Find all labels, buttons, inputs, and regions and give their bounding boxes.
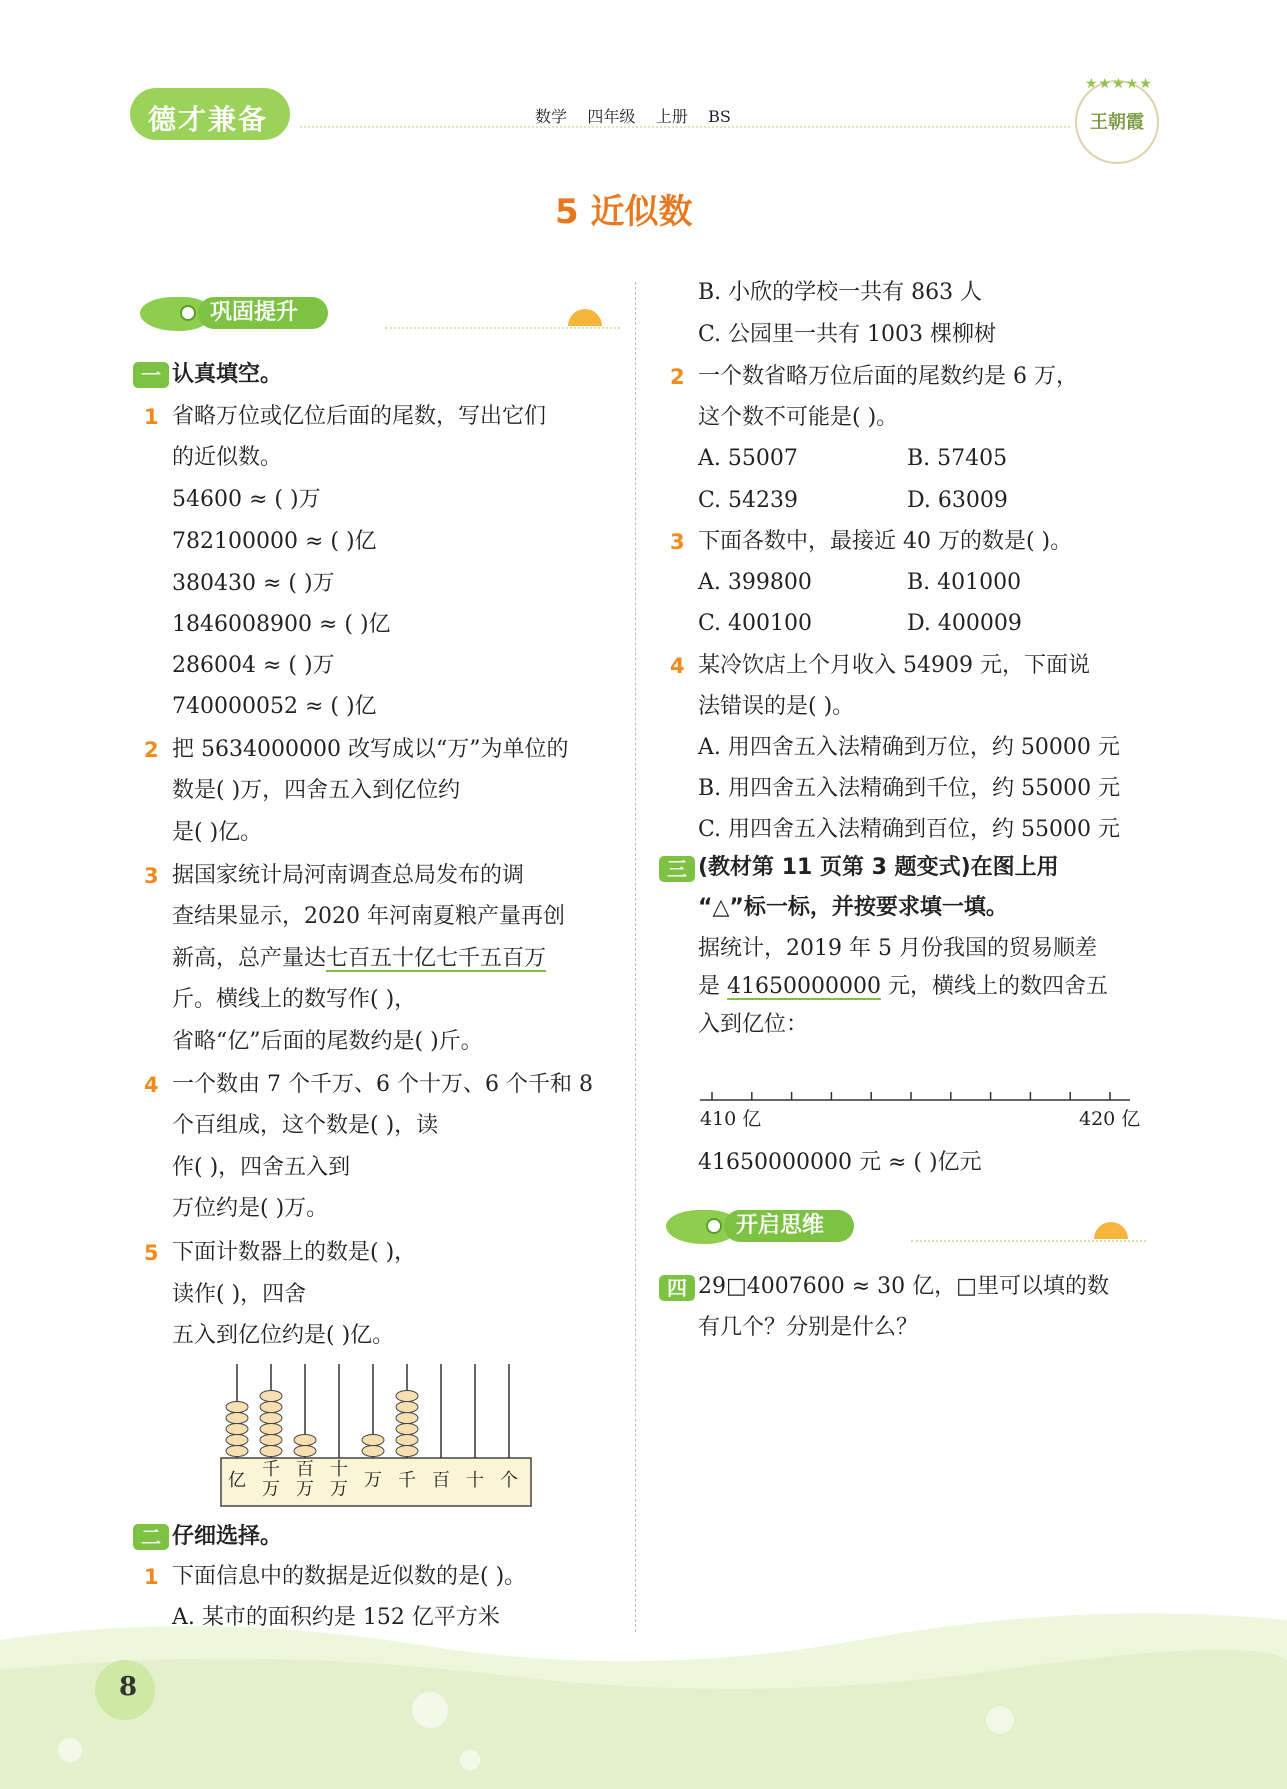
- volume-label: 上册: [655, 107, 688, 126]
- s2-q4-option: C. 用四舍五入法精确到百位，约 55000 元: [698, 817, 1121, 842]
- q1-item: 54600 ≈ ( )万: [172, 487, 321, 512]
- section4-line: 有几个？分别是什么？: [698, 1315, 919, 1340]
- s2-q3-number: 3: [670, 530, 685, 554]
- q4-line: 万位约是( )万。: [172, 1196, 329, 1221]
- abacus-place-label: 千: [398, 1470, 416, 1491]
- s2-q3-option: B. 401000: [907, 570, 1022, 595]
- abacus-bead: [226, 1402, 248, 1413]
- q4-line: 个百组成，这个数是( )，读: [172, 1113, 439, 1138]
- abacus-bead: [396, 1402, 418, 1413]
- page-number: 8: [119, 1672, 138, 1702]
- s2-q1-option: C. 公园里一共有 1003 棵柳树: [698, 322, 997, 347]
- q3-line: 据国家统计局河南调查总局发布的调: [172, 863, 525, 888]
- header-meta: [535, 104, 731, 127]
- star-icon: ★★★★★: [1085, 76, 1153, 92]
- abacus-bead: [226, 1424, 248, 1435]
- q1-item: 286004 ≈ ( )万: [172, 653, 335, 678]
- q1-line: 省略万位或亿位后面的尾数，写出它们: [172, 404, 547, 429]
- s2-q2-line: 一个数省略万位后面的尾数约是 6 万，: [698, 364, 1078, 389]
- s2-q3-option: A. 399800: [698, 570, 812, 595]
- eye-icon: [706, 1218, 722, 1234]
- q1-number: 1: [144, 405, 159, 429]
- subject-label: 数学: [535, 107, 568, 126]
- abacus-place-label: 百: [432, 1470, 450, 1491]
- section3-underlined-number: 41650000000: [727, 974, 881, 999]
- section3-body: 据统计，2019 年 5 月份我国的贸易顺差: [698, 936, 1097, 961]
- section1-badge: 一: [133, 362, 169, 388]
- abacus-bead: [260, 1446, 282, 1457]
- abacus-bead: [362, 1435, 384, 1446]
- abacus-place-label: 千万: [262, 1459, 280, 1500]
- abacus-bead: [260, 1391, 282, 1402]
- q4-number: 4: [144, 1073, 159, 1097]
- q5-line: 下面计数器上的数是( )，: [172, 1240, 417, 1265]
- q3-line: 斤。横线上的数写作( )，: [172, 987, 417, 1012]
- abacus-bead: [294, 1446, 316, 1457]
- s2-q2-option: C. 54239: [698, 488, 799, 513]
- section2-badge: 二: [133, 1524, 169, 1550]
- s2-q3-option: D. 400009: [907, 611, 1022, 636]
- q3-line: 查结果显示，2020 年河南夏粮产量再创: [172, 904, 565, 929]
- q5-number: 5: [144, 1241, 159, 1265]
- abacus-bead: [396, 1391, 418, 1402]
- abacus-bead: [260, 1402, 282, 1413]
- banner-consolidate: [140, 295, 620, 333]
- q3-line: 省略“亿”后面的尾数约是( )斤。: [172, 1029, 483, 1054]
- s2-q2-option: A. 55007: [698, 446, 798, 471]
- section3-body: [698, 972, 1108, 1002]
- abacus-bead: [260, 1424, 282, 1435]
- abacus-place-label: 亿: [228, 1470, 246, 1491]
- banner-consolidate-label: 巩固提升: [198, 297, 328, 329]
- grade-label: 四年级: [587, 107, 636, 126]
- section3-body-suffix: 元，横线上的数四舍五: [880, 974, 1108, 999]
- s2-q4-line: 某冷饮店上个月收入 54909 元，下面说: [698, 653, 1090, 678]
- abacus-bead: [396, 1413, 418, 1424]
- abacus-bead: [396, 1435, 418, 1446]
- sun-icon: [1094, 1222, 1128, 1239]
- banner-rule: [385, 327, 620, 329]
- q3-number: 3: [144, 864, 159, 888]
- banner-rule: [911, 1240, 1146, 1242]
- section3-badge: 三: [659, 856, 695, 882]
- s2-q3-option: C. 400100: [698, 611, 813, 636]
- eye-icon: [180, 305, 196, 321]
- q2-number: 2: [144, 738, 159, 762]
- section3-body: 入到亿位：: [698, 1012, 809, 1037]
- abacus-place-label: 十: [466, 1470, 484, 1491]
- q1-item: 782100000 ≈ ( )亿: [172, 529, 377, 554]
- q1-item: 1846008900 ≈ ( )亿: [172, 612, 391, 637]
- q1-line: 的近似数。: [172, 445, 283, 470]
- q4-line: 作( )，四舍五入到: [172, 1155, 351, 1180]
- section1-title: 认真填空。: [172, 362, 283, 387]
- q2-line: 把 5634000000 改写成以“万”为单位的: [172, 737, 569, 762]
- s2-q4-number: 4: [670, 654, 685, 678]
- abacus-bead: [260, 1413, 282, 1424]
- edition-label: BS: [708, 107, 731, 126]
- sun-icon: [568, 309, 602, 326]
- abacus-bead: [294, 1435, 316, 1446]
- abacus-bead: [362, 1446, 384, 1457]
- abacus-bead: [226, 1413, 248, 1424]
- publisher-name: 王朝霞: [1090, 112, 1144, 133]
- s2-q2-option: B. 57405: [907, 446, 1008, 471]
- abacus-place-label: 百万: [296, 1459, 314, 1500]
- q2-line: 是( )亿。: [172, 820, 263, 845]
- axis-start-label: 410 亿: [700, 1108, 762, 1130]
- abacus-bead: [396, 1424, 418, 1435]
- section4-line: 29□4007600 ≈ 30 亿，□里可以填的数: [698, 1274, 1109, 1299]
- s2-q1-stem: 下面信息中的数据是近似数的是( )。: [172, 1564, 527, 1589]
- q4-line: 一个数由 7 个千万、6 个十万、6 个千和 8: [172, 1072, 593, 1097]
- s2-q4-option: A. 用四舍五入法精确到万位，约 50000 元: [698, 735, 1120, 760]
- q5-line: 五入到亿位约是( )亿。: [172, 1323, 395, 1348]
- abacus-place-labels: [222, 1458, 522, 1506]
- s2-q2-option: D. 63009: [907, 488, 1008, 513]
- section3-title: (教材第 11 页第 3 题变式)在图上用: [698, 855, 1059, 880]
- section4-badge: 四: [659, 1275, 695, 1301]
- q5-line: 读作( )，四舍: [172, 1282, 307, 1307]
- abacus-bead: [260, 1435, 282, 1446]
- section2-title: 仔细选择。: [172, 1524, 283, 1549]
- abacus-bead: [396, 1446, 418, 1457]
- abacus-bead: [226, 1435, 248, 1446]
- abacus-place-label: 十万: [330, 1459, 348, 1500]
- s2-q3-stem: 下面各数中，最接近 40 万的数是( )。: [698, 529, 1073, 554]
- q3-underlined-number: 七百五十亿七千五百万: [326, 946, 547, 971]
- s2-q4-line: 法错误的是( )。: [698, 694, 855, 719]
- section3-title: “△”标一标，并按要求填一填。: [698, 895, 1008, 920]
- s2-q1-option: A. 某市的面积约是 152 亿平方米: [172, 1605, 500, 1630]
- q2-line: 数是( )万，四舍五入到亿位约: [172, 778, 461, 803]
- q3-prefix: 新高，总产量达: [172, 946, 327, 971]
- q1-item: 380430 ≈ ( )万: [172, 571, 335, 596]
- number-line: [700, 1080, 1140, 1110]
- abacus-bead: [226, 1446, 248, 1457]
- brand-title: 德才兼备: [148, 103, 269, 136]
- s2-q1-number: 1: [144, 1565, 159, 1589]
- s2-q1-option: B. 小欣的学校一共有 863 人: [698, 280, 983, 305]
- section3-answer: 41650000000 元 ≈ ( )亿元: [698, 1150, 982, 1175]
- s2-q2-number: 2: [670, 365, 685, 389]
- q1-item: 740000052 ≈ ( )亿: [172, 694, 377, 719]
- s2-q4-option: B. 用四舍五入法精确到千位，约 55000 元: [698, 776, 1121, 801]
- banner-thinking: [666, 1208, 1146, 1246]
- s2-q2-line: 这个数不可能是( )。: [698, 405, 899, 430]
- banner-thinking-label: 开启思维: [724, 1210, 854, 1242]
- section3-body-prefix: 是: [698, 974, 727, 999]
- column-divider: [635, 282, 636, 1632]
- abacus-place-label: 个: [500, 1470, 518, 1491]
- q3-line: [172, 944, 546, 974]
- page-title: 5 近似数: [555, 192, 693, 232]
- axis-end-label: 420 亿: [1079, 1108, 1141, 1130]
- abacus-place-label: 万: [364, 1470, 382, 1491]
